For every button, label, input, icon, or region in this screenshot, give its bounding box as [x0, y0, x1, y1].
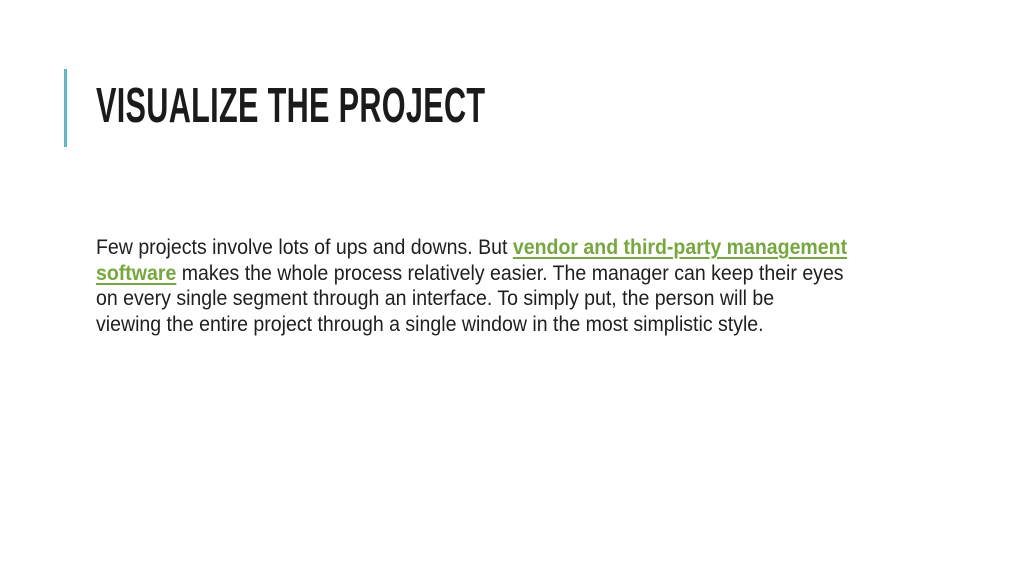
- vendor-management-software-link[interactable]: software: [96, 261, 177, 285]
- vendor-management-software-link[interactable]: vendor and third-party management: [512, 236, 848, 259]
- body-text: viewing the entire project through a single window in the most simplistic style.: [96, 312, 764, 336]
- body-text: makes the whole process relatively easier. The manager can keep their eyes: [176, 261, 844, 285]
- body-text: on every single segment through an interface. To simply put, the person will be: [96, 287, 775, 310]
- paragraph-line: [96, 261, 847, 287]
- paragraph-line: [96, 286, 847, 312]
- title-accent-bar: [64, 69, 67, 147]
- slide-title: VISUALIZE THE PROJECT: [96, 79, 486, 133]
- paragraph-line: [96, 312, 847, 338]
- body-paragraph: [96, 235, 847, 337]
- paragraph-line: [96, 235, 847, 261]
- body-text: Few projects involve lots of ups and downs. But: [96, 236, 513, 259]
